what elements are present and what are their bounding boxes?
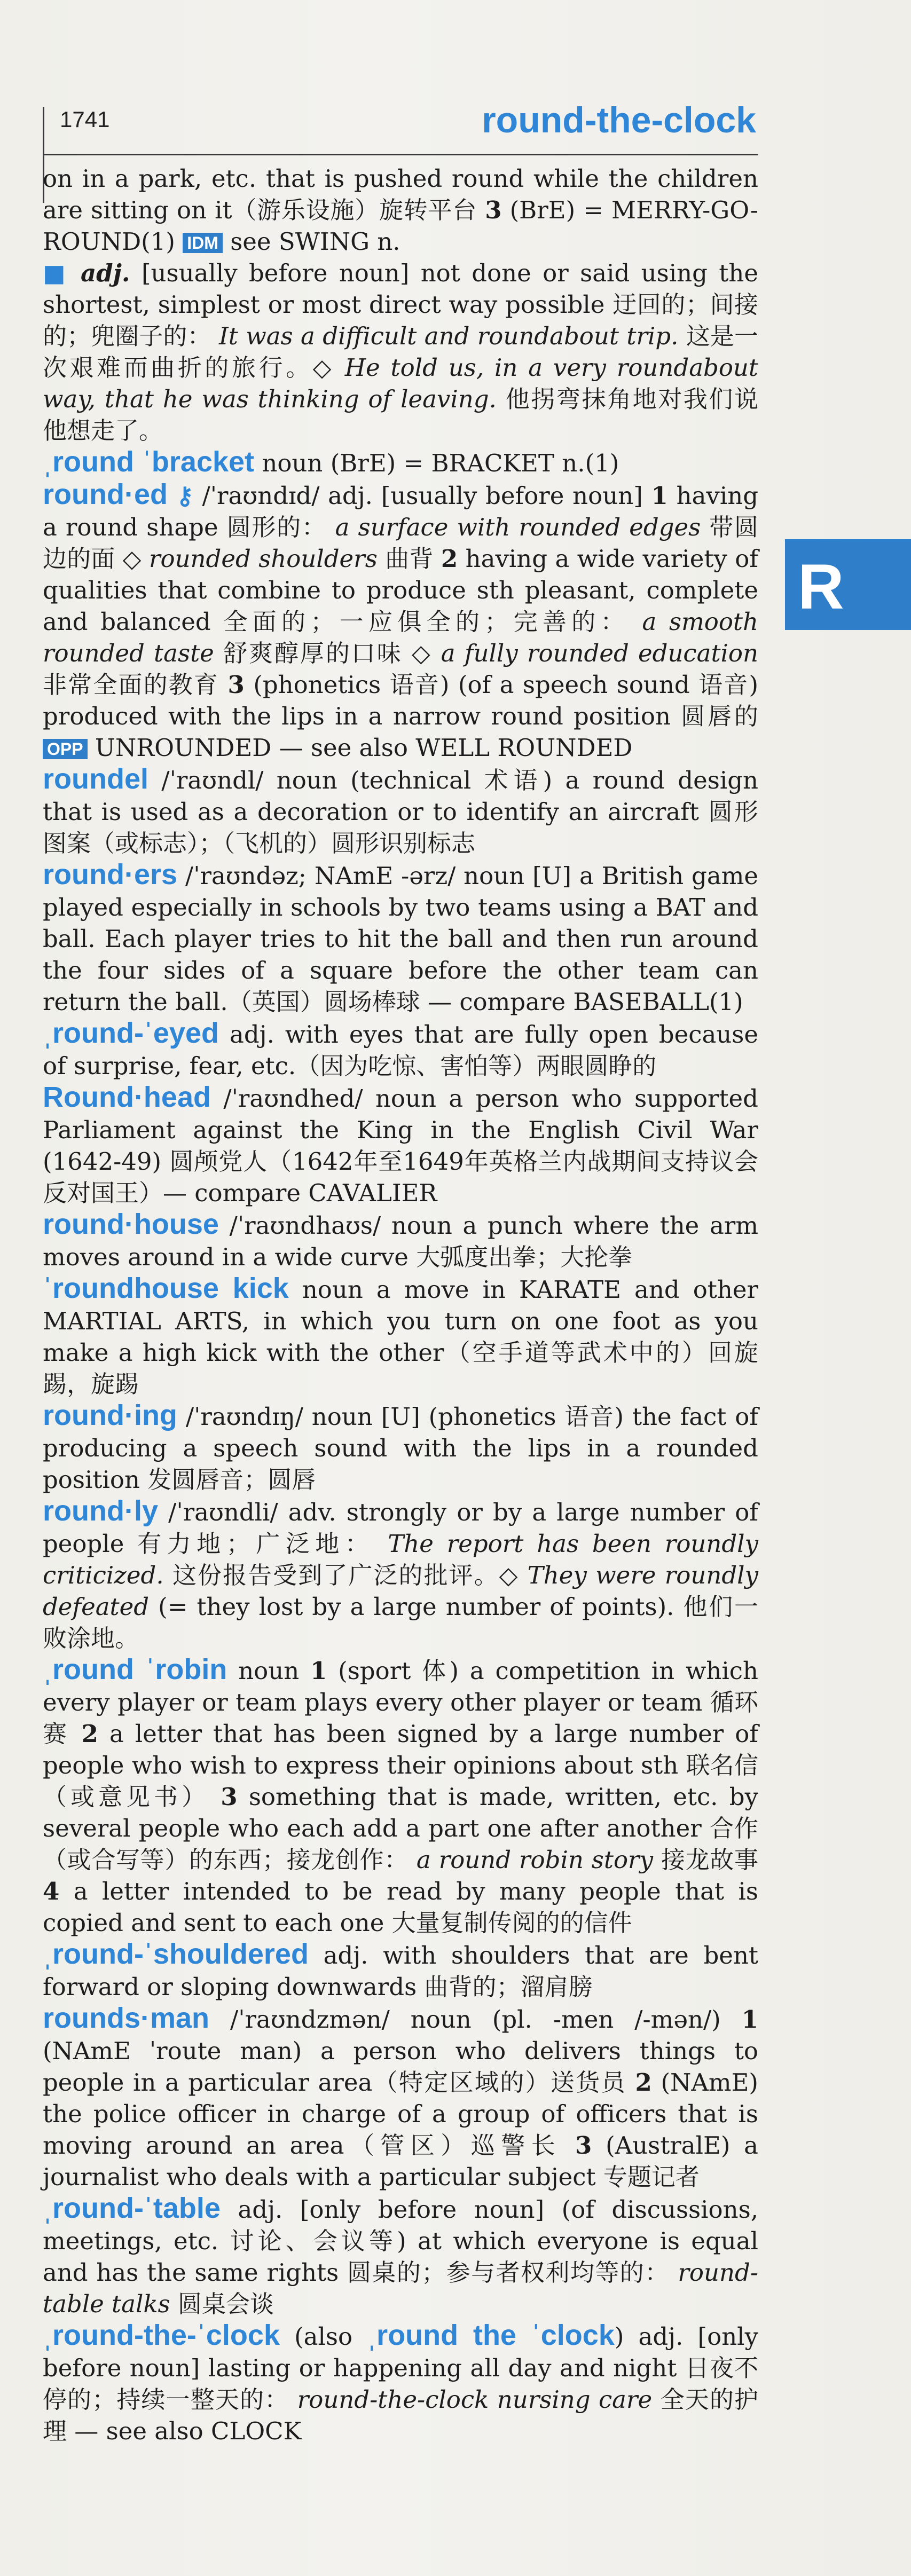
sense-number: 3 xyxy=(221,1783,238,1811)
entry-round-the-clock xyxy=(43,2320,758,2447)
definition: adj. with eyes that are fully open because of surprise, fear, etc.（因为吃惊、害怕等）两眼圆睁的 xyxy=(43,1020,758,1080)
variant-note: (also xyxy=(294,2322,353,2351)
header-rule xyxy=(43,154,758,155)
entry-round-table xyxy=(43,2193,758,2320)
pronunciation: /ˈraʊndzmən/ noun (pl. -men /-mən/) xyxy=(230,2005,721,2034)
headword: ˌround-ˈeyed xyxy=(43,1017,219,1049)
entry-rounded xyxy=(43,479,758,763)
entry-roundhead xyxy=(43,1082,758,1209)
definition: noun a move in KARATE and other MARTIAL ARTS, in which you turn on one foot as you make a high kick with the other（空手道等武术中的）回旋踢，旋踢 xyxy=(43,1275,758,1398)
entry-round-robin xyxy=(43,1654,758,1939)
entry-roundhouse-kick xyxy=(43,1273,758,1400)
sense-number: 4 xyxy=(43,1877,60,1905)
translation: 全天的护理 — see also CLOCK xyxy=(43,2385,758,2445)
headword: round·ers xyxy=(43,858,178,891)
guide-word: round-the-clock xyxy=(482,100,756,140)
definition: something that is made, written, etc. by several people who each add a part one after another 合作（或合写等）的东西；接龙创作： xyxy=(43,1783,758,1874)
entry-rounders xyxy=(43,859,758,1018)
sense-number: 2 xyxy=(441,545,458,573)
headword: ˌround ˈrobin xyxy=(43,1653,227,1685)
bullet-marker: ■ xyxy=(43,259,69,287)
sense-number: 3 xyxy=(575,2131,592,2160)
entry-continuation xyxy=(43,163,758,257)
sense-number: 1 xyxy=(651,482,668,510)
sense-number: 2 xyxy=(635,2068,652,2097)
part-of-speech: adj. xyxy=(81,259,130,287)
entry-roundabout-adj xyxy=(43,257,758,446)
definition: [usually before noun] not done or said using the shortest, simplest or most direct way possible 迂回的；间接的；兜圈子的： xyxy=(43,259,758,350)
headword: ˌround-the-ˈclock xyxy=(43,2319,280,2351)
entry-roundhouse xyxy=(43,1209,758,1273)
definition: a letter that has been signed by a large number of people who wish to express their opinions about sth 联名信（或意见书） xyxy=(43,1720,759,1811)
example: He told us, in a very roundabout way, that he was thinking of leaving. xyxy=(43,353,758,413)
definition: /ˈraʊndɪŋ/ noun [U] (phonetics 语音) the fact of producing a speech sound with the lips in a rounded position 发圆唇音；圆唇 xyxy=(43,1403,758,1494)
translation: 他拐弯抹角地对我们说他想走了。 xyxy=(43,385,758,445)
definition: /ˈraʊndhed/ noun a person who supported Parliament against the King in the English Civil War (1642-49) 圆颅党人（1642年至1649年英格兰内战期间支持议会反对国王）— compare CAVALIER xyxy=(43,1084,758,1207)
idiom-badge: IDM xyxy=(183,233,223,253)
example: a fully rounded education xyxy=(441,639,759,667)
variant-headword: ˌround the ˈclock xyxy=(367,2319,615,2351)
sense-number: 3 xyxy=(485,196,502,224)
example: The report has been roundly criticized. xyxy=(43,1530,758,1589)
headword: ˌround-ˈtable xyxy=(43,2192,221,2224)
headword: ˈroundhouse kick xyxy=(43,1272,289,1304)
translation: 这是一次艰难而曲折的旅行。◇ xyxy=(43,322,758,382)
entry-rounding xyxy=(43,1400,758,1495)
pronunciation: /ˈraʊndɪd/ adj. [usually before noun] xyxy=(202,482,643,510)
headword: ˌround-ˈshouldered xyxy=(43,1938,309,1970)
entry-roundsman xyxy=(43,2003,758,2193)
definition: /ˈraʊndli/ adv. strongly or by a large number of people 有力地；广泛地： xyxy=(43,1498,758,1558)
translation: 这份报告受到了广泛的批评。◇ xyxy=(172,1561,519,1589)
sense-number: 1 xyxy=(310,1657,327,1685)
entry-round-eyed xyxy=(43,1018,758,1082)
headword: rounds·man xyxy=(43,2002,210,2034)
definition: ) adj. [only before noun] lasting or happening all day and night 日夜不停的；持续一整天的： xyxy=(43,2322,758,2414)
example: round-the-clock nursing care xyxy=(297,2385,653,2414)
example: round-table talks xyxy=(43,2258,758,2318)
sense-number: 1 xyxy=(741,2005,758,2034)
opposite-badge: OPP xyxy=(43,739,88,759)
translation: 带圆边的面 ◇ xyxy=(43,513,759,573)
headword: ˌround ˈbracket xyxy=(43,446,255,478)
translation: 圆桌会谈 xyxy=(178,2290,274,2318)
example: a surface with rounded edges xyxy=(335,513,701,541)
translation: 曲背 xyxy=(385,545,434,573)
definition: having a round shape 圆形的： xyxy=(43,482,759,541)
example: a round robin story xyxy=(416,1846,653,1874)
definition: (sport 体) a competition in which every player or team plays every other player or team 循环赛 xyxy=(43,1657,758,1748)
tab-letter: R xyxy=(798,551,844,623)
example: a smooth rounded taste xyxy=(43,608,758,667)
page-number: 1741 xyxy=(60,107,110,132)
definition: adj. [only before noun] (of discussions, meetings, etc. 讨论、会议等) at which everyone is equal and has the same rights 圆桌的；参与者权利均等的： xyxy=(43,2195,758,2287)
definition: (AustralE) a journalist who deals with a particular subject 专题记者 xyxy=(43,2131,759,2191)
translation: 接龙故事 xyxy=(661,1846,758,1874)
definition: /ˈraʊndl/ noun (technical 术语) a round design that is used as a decoration or to identify an aircraft 圆形图案（或标志）；（飞机的）圆形识别标志 xyxy=(43,766,759,857)
definition: (phonetics 语音) (of a speech sound 语音) produced with the lips in a narrow round position 圆唇的 xyxy=(43,671,759,730)
headword: round·house xyxy=(43,1208,219,1240)
entry-roundel xyxy=(43,763,758,859)
example: They were roundly defeated xyxy=(43,1561,758,1621)
entry-text: (BrE) = MERRY-GO-ROUND(1) xyxy=(43,196,758,256)
translation: (= they lost by a large number of points). 他们一败涂地。 xyxy=(43,1593,758,1652)
translation: 舒爽醇厚的口味 ◇ xyxy=(223,639,432,667)
definition: (NAmE ˈroute man) a person who delivers things to people in a particular area（特定区域的）送货员 xyxy=(43,2037,758,2097)
translation: 非常全面的教育 xyxy=(43,671,219,699)
headword: round·ly xyxy=(43,1495,158,1527)
headword: round·ed xyxy=(43,478,168,510)
entry-text: see SWING n. xyxy=(230,227,400,256)
entry-text: on in a park, etc. that is pushed round while the children are sitting on it（游乐设施）旋转平台 xyxy=(43,164,758,224)
definition: /ˈraʊndəz; NAmE -ərz/ noun [U] a British game played especially in schools by two teams using a BAT and ball. Each player tries to hit the ball and then run around the four sides of a square before the other team can return the ball.（英国）圆场棒球 — compare BASEBALL(1) xyxy=(43,862,758,1016)
entry-round-shouldered xyxy=(43,1939,758,2003)
example: It was a difficult and roundabout trip. xyxy=(218,322,679,350)
letter-thumb-tab xyxy=(785,539,911,630)
key-icon: ⚷ xyxy=(176,482,194,510)
headword: round·ing xyxy=(43,1399,177,1431)
definition: /ˈraʊndhaʊs/ noun a punch where the arm moves around in a wide curve 大弧度出拳；大抡拳 xyxy=(43,1211,758,1271)
definition: (NAmE) the police officer in charge of a group of officers that is moving around an area（管区）巡警长 xyxy=(43,2068,758,2160)
sense-number: 3 xyxy=(227,671,245,699)
definition: adj. with shoulders that are bent forward or sloping downwards 曲背的；溜肩膀 xyxy=(43,1941,759,2001)
entry-roundly xyxy=(43,1495,758,1654)
definition: a letter intended to be read by many people that is copied and sent to each one 大量复制传阅的的信件 xyxy=(43,1877,759,1937)
definition: having a wide variety of qualities that combine to produce sth pleasant, complete and balanced 全面的；一应俱全的；完善的： xyxy=(43,545,759,636)
example: rounded shoulders xyxy=(148,545,378,573)
entry-round-bracket xyxy=(43,446,758,479)
sense-number: 2 xyxy=(81,1720,98,1748)
entries-column xyxy=(43,163,758,2447)
definition: noun (BrE) = BRACKET n.(1) xyxy=(262,449,619,477)
part-of-speech: noun xyxy=(238,1657,300,1685)
cross-reference: UNROUNDED — see also WELL ROUNDED xyxy=(95,734,633,762)
headword: Round·head xyxy=(43,1081,211,1113)
headword: roundel xyxy=(43,763,148,795)
